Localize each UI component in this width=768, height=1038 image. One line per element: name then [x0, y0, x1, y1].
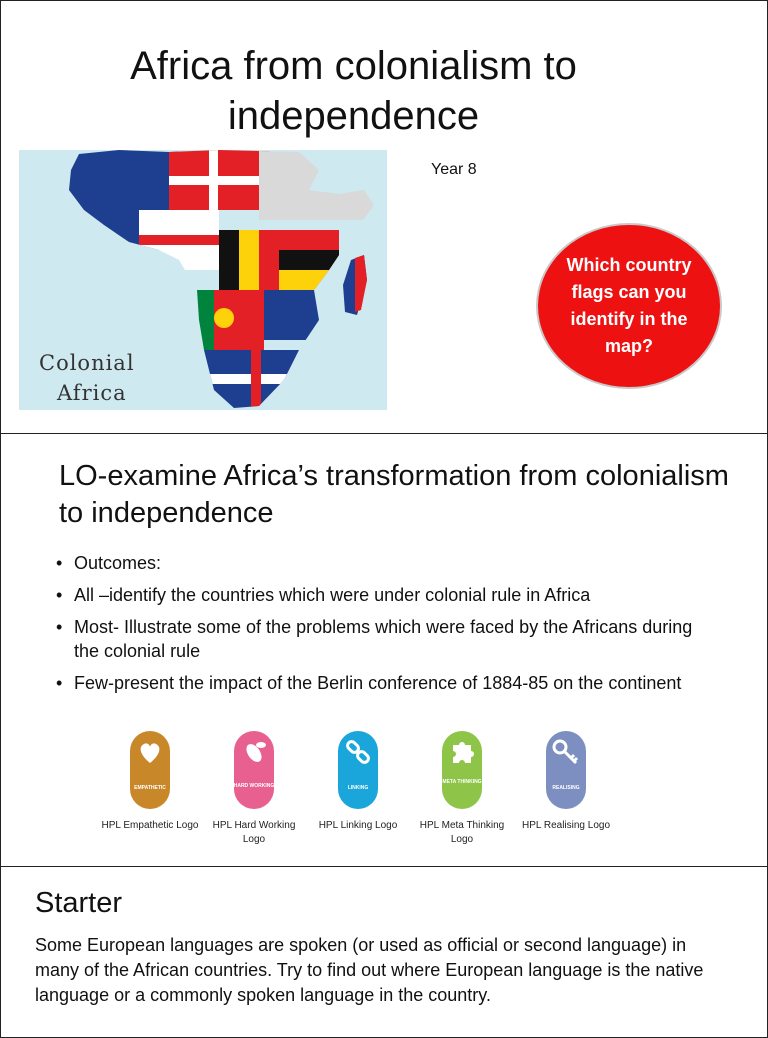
logo-caption: HPL Empathetic Logo: [101, 820, 199, 831]
hpl-logos: [97, 731, 637, 851]
year-label: Year 8: [431, 161, 477, 178]
list-item: • Most- Illustrate some of the problems which were faced by the Africans during the colonial rule: [56, 615, 716, 663]
question-bubble: [536, 223, 722, 389]
logo-label: EMPATHETIC: [134, 785, 166, 791]
list-item: • Outcomes:: [56, 551, 716, 575]
slide-2-title: LO-examine Africa’s transformation from colonialism to independence: [59, 460, 729, 529]
logo-label: REALISING: [552, 785, 580, 791]
hpl-logo-realising: [513, 731, 619, 833]
logo-label: HARD WORKING: [234, 783, 274, 789]
logo-caption: HPL Linking Logo: [318, 820, 398, 831]
question-text: Which country flags can you identify in the map?: [566, 255, 692, 356]
colonial-africa-map: [19, 150, 387, 410]
hpl-logo-hard-working: [201, 731, 307, 847]
outcomes-list: [56, 551, 716, 703]
key-icon: [546, 731, 586, 809]
hpl-logo-empathetic: [97, 731, 203, 833]
logo-caption: HPL Hard Working Logo: [212, 820, 296, 845]
logo-label: LINKING: [347, 785, 369, 791]
logo-caption: HPL Realising Logo: [521, 820, 611, 831]
slide-3-title: Starter: [35, 887, 123, 919]
puzzle-icon: [442, 731, 482, 809]
list-item: • All –identify the countries which were under colonial rule in Africa: [56, 583, 716, 607]
slide-3: [0, 866, 768, 1038]
hpl-logo-linking: [305, 731, 411, 833]
heart-icon: [130, 731, 170, 809]
logo-label: META THINKING: [442, 779, 482, 785]
chain-link-icon: [338, 731, 378, 809]
hpl-logo-meta-thinking: [409, 731, 515, 847]
slide-1-title: Africa from colonialism to independence: [130, 44, 577, 138]
starter-text: Some European languages are spoken (or used as official or second language) in many of the African countries. Try to find out where European language is the native language or a commonly spoken language in the country.: [35, 935, 704, 1005]
map-label-africa: Africa: [57, 381, 127, 405]
list-item: • Few-present the impact of the Berlin conference of 1884-85 on the continent: [56, 671, 716, 695]
slide-2: [0, 433, 768, 867]
slide-1: [0, 0, 768, 434]
logo-caption: HPL Meta Thinking Logo: [419, 820, 505, 845]
map-label-colonial: Colonial: [39, 351, 135, 375]
bee-icon: [234, 731, 274, 809]
